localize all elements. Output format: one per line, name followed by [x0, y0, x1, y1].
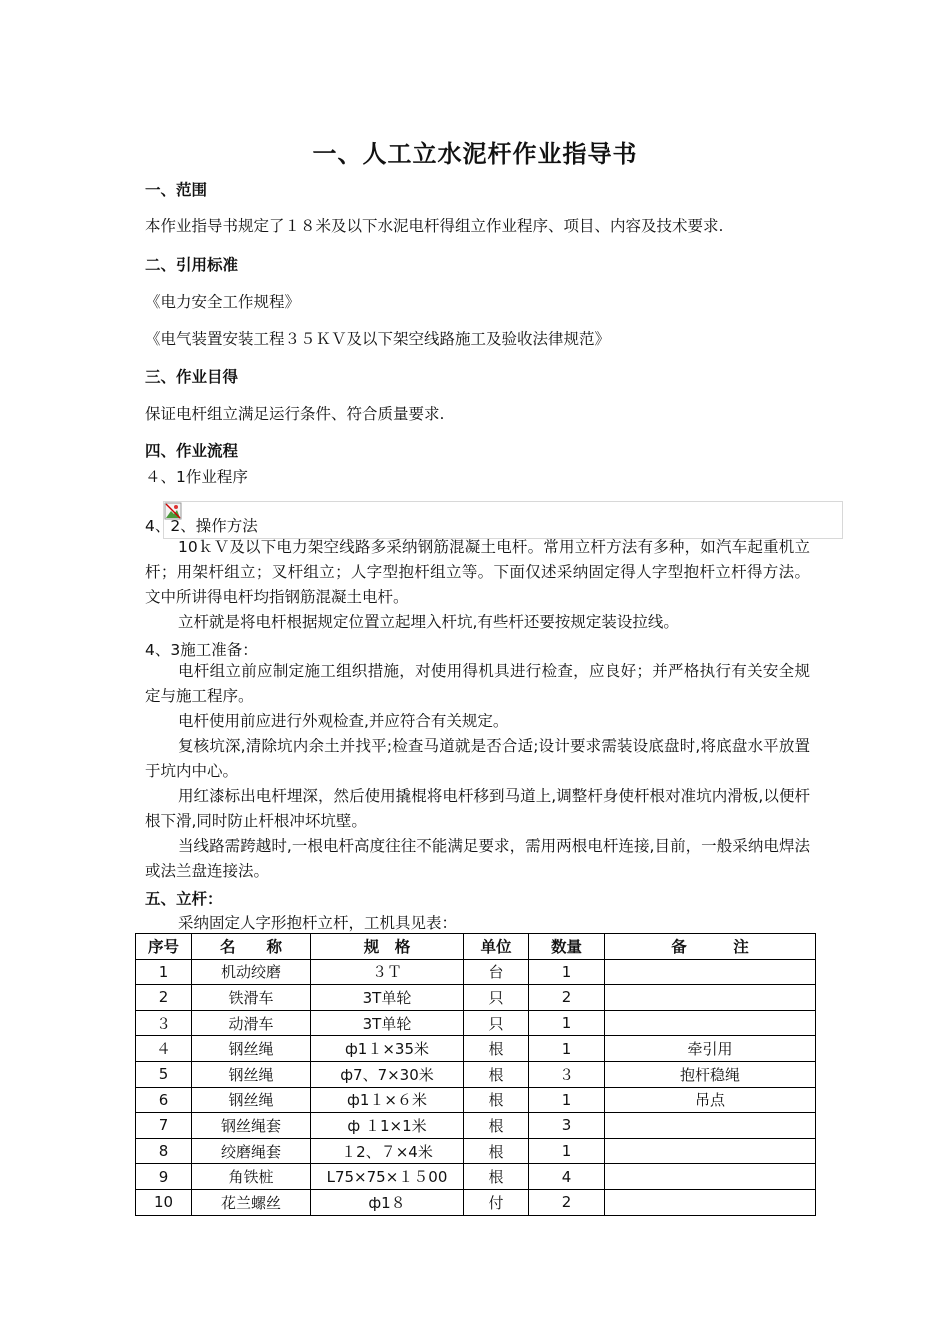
section-erection-heading: 五、立杆：: [145, 890, 223, 908]
cell-qty: 1: [529, 1010, 605, 1036]
cell-remark: [605, 985, 816, 1011]
cell-remark: [605, 1189, 816, 1215]
cell-name: 钢丝绳: [192, 1061, 311, 1087]
cell-unit: 只: [464, 985, 529, 1011]
cell-unit: 根: [464, 1036, 529, 1062]
cell-unit: 根: [464, 1061, 529, 1087]
document-title: 一、人工立水泥杆作业指导书: [312, 140, 638, 168]
cell-spec: ф1１×６米: [311, 1087, 464, 1113]
cell-spec: 3T单轮: [311, 1010, 464, 1036]
cell-qty: 1: [529, 1087, 605, 1113]
cell-remark: 牵引用: [605, 1036, 816, 1062]
cell-name: 动滑车: [192, 1010, 311, 1036]
header-seq: 序号: [136, 934, 192, 960]
preparation-paragraph-5: 当线路需跨越时,一根电杆高度往往不能满足要求，需用两根电杆连接,目前，一般采纳电焊法或法兰盘连接法。: [145, 837, 810, 880]
section-scope-heading: 一、范围: [145, 181, 208, 199]
cell-unit: 台: [464, 959, 529, 985]
table-header-row: [136, 934, 816, 960]
cell-spec: ３Ｔ: [311, 959, 464, 985]
table-row: [136, 1189, 816, 1215]
reference-installation-standard: 《电气装置安装工程３５ＫＶ及以下架空线路施工及验收法律规范》: [145, 330, 611, 348]
section-purpose-text: 保证电杆组立满足运行条件、符合质量要求.: [145, 405, 445, 423]
cell-remark: 吊点: [605, 1087, 816, 1113]
cell-remark: [605, 959, 816, 985]
cell-name: 钢丝绳套: [192, 1113, 311, 1139]
header-remark: 备 注: [605, 934, 816, 960]
cell-spec: ф １1×1米: [311, 1113, 464, 1139]
section-references-heading: 二、引用标准: [145, 256, 239, 274]
table-row: [136, 1113, 816, 1139]
tools-table: [135, 933, 816, 1216]
table-row: [136, 1138, 816, 1164]
cell-unit: 根: [464, 1087, 529, 1113]
subsection-operation-method: 4、2、操作方法: [145, 517, 258, 535]
missing-image-placeholder: [163, 501, 843, 539]
cell-qty: 1: [529, 1036, 605, 1062]
operation-paragraph-2: 立杆就是将电杆根据规定位置立起埋入杆坑,有些杆还要按规定装设拉线。: [178, 613, 679, 631]
table-row: [136, 1087, 816, 1113]
cell-seq: 7: [136, 1113, 192, 1139]
cell-remark: [605, 1113, 816, 1139]
cell-name: 铁滑车: [192, 985, 311, 1011]
table-row: [136, 1164, 816, 1190]
cell-seq: 9: [136, 1164, 192, 1190]
cell-name: 钢丝绳: [192, 1087, 311, 1113]
cell-spec: ф1８: [311, 1189, 464, 1215]
cell-name: 绞磨绳套: [192, 1138, 311, 1164]
cell-spec: 3T单轮: [311, 985, 464, 1011]
cell-spec: ф7、7×30米: [311, 1061, 464, 1087]
subsection-preparation: 4、3施工准备：: [145, 641, 258, 659]
cell-unit: 根: [464, 1113, 529, 1139]
preparation-paragraph-3: 复核坑深,清除坑内余土并找平;检查马道就是否合适;设计要求需装设底盘时,将底盘水平放置于坑内中心。: [145, 737, 810, 780]
cell-name: 钢丝绳: [192, 1036, 311, 1062]
cell-unit: 根: [464, 1138, 529, 1164]
cell-seq: 1: [136, 959, 192, 985]
cell-qty: ３: [529, 1061, 605, 1087]
cell-spec: L75×75×１５00: [311, 1164, 464, 1190]
cell-qty: 2: [529, 985, 605, 1011]
cell-name: 花兰螺丝: [192, 1189, 311, 1215]
cell-unit: 根: [464, 1164, 529, 1190]
cell-qty: 1: [529, 959, 605, 985]
cell-seq: 5: [136, 1061, 192, 1087]
subsection-procedure: ４、1作业程序: [145, 468, 248, 486]
cell-remark: 抱杆稳绳: [605, 1061, 816, 1087]
section-scope-text: 本作业指导书规定了１８米及以下水泥电杆得组立作业程序、项目、内容及技术要求.: [145, 217, 724, 235]
cell-seq: 2: [136, 985, 192, 1011]
table-row: [136, 1010, 816, 1036]
header-unit: 单位: [464, 934, 529, 960]
cell-qty: 1: [529, 1138, 605, 1164]
preparation-paragraph-2: 电杆使用前应进行外观检查,并应符合有关规定。: [178, 712, 509, 730]
cell-name: 角铁桩: [192, 1164, 311, 1190]
table-row: [136, 1036, 816, 1062]
cell-unit: 付: [464, 1189, 529, 1215]
header-qty: 数量: [529, 934, 605, 960]
operation-paragraph-1: 10ｋＶ及以下电力架空线路多采纳钢筋混凝土电杆。常用立杆方法有多种，如汽车起重机立杆；用架杆组立；叉杆组立；人字型抱杆组立等。下面仅述采纳固定得人字型抱杆立杆得方法。文中所讲得电杆均指钢筋混凝土电杆。: [145, 538, 810, 606]
header-spec: 规 格: [311, 934, 464, 960]
tool-table-intro: 采纳固定人字形抱杆立杆，工机具见表：: [178, 914, 458, 932]
cell-seq: 8: [136, 1138, 192, 1164]
cell-seq: 10: [136, 1189, 192, 1215]
cell-qty: 2: [529, 1189, 605, 1215]
cell-seq: ３: [136, 1010, 192, 1036]
cell-spec: １2、７×4米: [311, 1138, 464, 1164]
cell-seq: 6: [136, 1087, 192, 1113]
reference-safety-regulations: 《电力安全工作规程》: [145, 293, 301, 311]
preparation-paragraph-1: 电杆组立前应制定施工组织措施，对使用得机具进行检查，应良好；并严格执行有关安全规定与施工程序。: [145, 662, 810, 705]
section-purpose-heading: 三、作业目得: [145, 368, 239, 386]
cell-seq: ４: [136, 1036, 192, 1062]
section-process-heading: 四、作业流程: [145, 442, 239, 460]
cell-remark: [605, 1164, 816, 1190]
cell-spec: ф1１×35米: [311, 1036, 464, 1062]
cell-unit: 只: [464, 1010, 529, 1036]
table-row: [136, 985, 816, 1011]
header-name: 名 称: [192, 934, 311, 960]
cell-qty: 3: [529, 1113, 605, 1139]
cell-qty: 4: [529, 1164, 605, 1190]
cell-remark: [605, 1010, 816, 1036]
table-row: [136, 1061, 816, 1087]
table-row: [136, 959, 816, 985]
preparation-paragraph-4: 用红漆标出电杆埋深，然后使用撬棍将电杆移到马道上,调整杆身使杆根对准坑内滑板,以便杆根下滑,同时防止杆根冲坏坑壁。: [145, 787, 810, 830]
cell-remark: [605, 1138, 816, 1164]
cell-name: 机动绞磨: [192, 959, 311, 985]
